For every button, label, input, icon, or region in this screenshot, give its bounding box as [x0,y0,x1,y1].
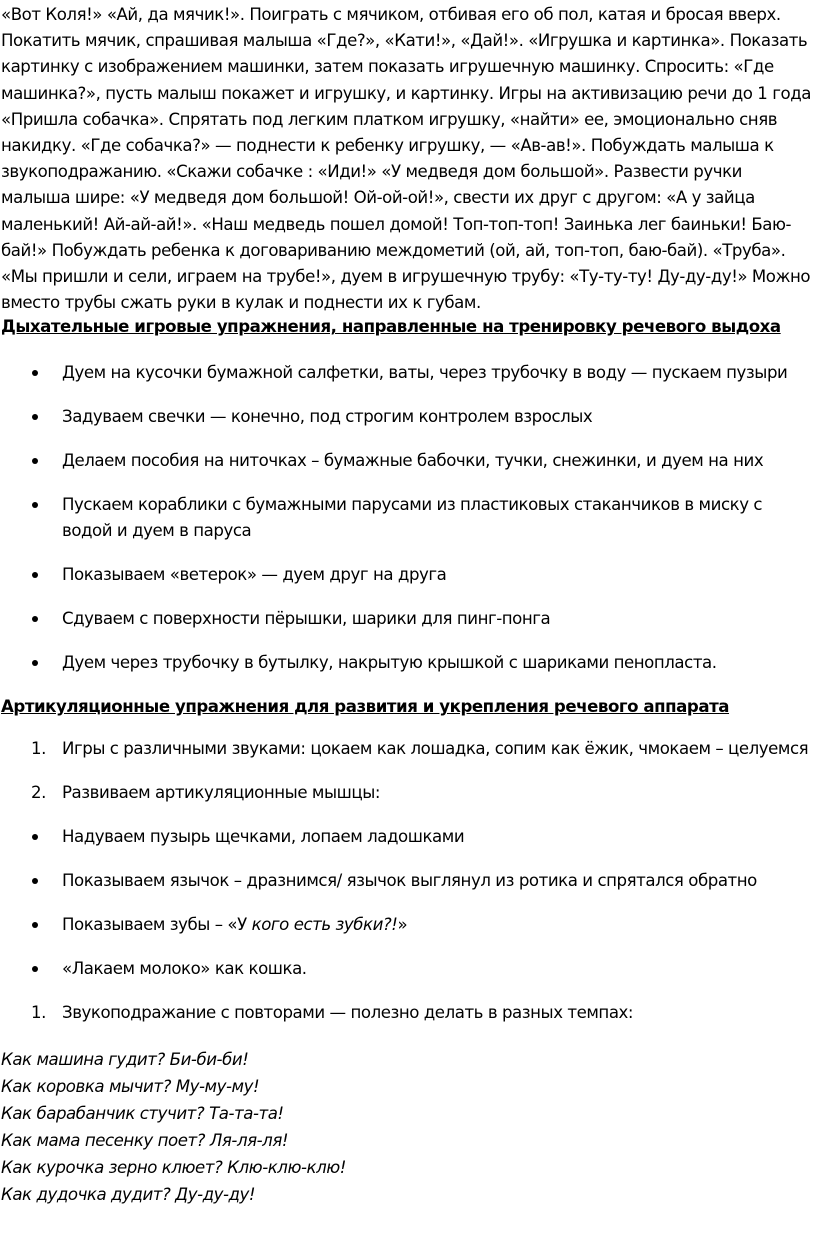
list-item-text: Надуваем пузырь щечками, лопаем ладошками [62,827,465,847]
articulation-bullet-list [0,824,812,982]
list-number: 1. [31,1003,46,1023]
list-item [0,562,812,588]
poem-line: Как мама песенку поет? Ля-ля-ля! [1,1131,289,1151]
list-item [0,492,812,544]
list-item [0,824,812,850]
list-item-text: Показываем зубы – «У [62,915,252,935]
list-item [0,956,812,982]
bullet-icon [32,834,38,840]
bullet-icon [32,660,38,666]
poem-line: Как дудочка дудит? Ду-ду-ду! [1,1185,256,1205]
list-item [0,606,812,632]
list-item-text: Показываем «ветерок» — дуем друг на друга [62,565,447,585]
poem-block [0,1046,812,1208]
bullet-icon [32,572,38,578]
list-item-text-end: » [397,915,408,935]
list-item-text: Делаем пособия на ниточках – бумажные бабочки, тучки, снежинки, и дуем на них [62,451,764,471]
list-item [0,912,812,938]
bullet-icon [32,922,38,928]
list-item-text: «Лакаем молоко» как кошка. [62,959,307,979]
breathing-list [0,360,812,676]
list-item-text: Дуем на кусочки бумажной салфетки, ваты, через трубочку в воду — пускаем пузыри [62,363,788,383]
list-item-text: Развиваем артикуляционные мышцы: [62,783,381,803]
poem-line: Как коровка мычит? Му-му-му! [1,1077,260,1097]
bullet-icon [32,458,38,464]
list-item [0,1000,812,1026]
poem-line: Как барабанчик стучит? Та-та-та! [1,1104,284,1124]
list-item [0,448,812,474]
list-item [0,736,812,762]
list-number: 1. [31,739,46,759]
list-item [0,360,812,386]
list-item-italic-text: кого есть зубки?! [251,915,398,935]
bullet-icon [32,616,38,622]
breathing-heading: Дыхательные игровые упражнения, направленные на тренировку речевого выдоха [1,317,781,337]
list-number: 2. [31,783,46,803]
list-item [0,650,812,676]
onomatopoeia-list [0,1000,812,1026]
list-item-text: Игры с различными звуками: цокаем как лошадка, сопим как ёжик, чмокаем – целуемся [62,739,809,759]
bullet-icon [32,502,38,508]
list-item-text: Сдуваем с поверхности пёрышки, шарики для пинг-понга [62,609,551,629]
articulation-heading: Артикуляционные упражнения для развития и укрепления речевого аппарата [1,697,730,717]
list-item [0,780,812,806]
poem-line: Как курочка зерно клюет? Клю-клю-клю! [1,1158,346,1178]
list-item-text: Пускаем кораблики с бумажными парусами из пластиковых стаканчиков в миску с водой и дуем в паруса [62,495,763,541]
bullet-icon [32,966,38,972]
poem-line: Как машина гудит? Би-би-би! [1,1050,249,1070]
list-item-text: Дуем через трубочку в бутылку, накрытую крышкой с шариками пенопласта. [62,653,717,673]
bullet-icon [32,414,38,420]
list-item-text: Показываем язычок – дразнимся/ язычок выглянул из ротика и спрятался обратно [62,871,757,891]
list-item [0,868,812,894]
list-item-text: Звукоподражание с повторами — полезно делать в разных темпах: [62,1003,634,1023]
bullet-icon [32,370,38,376]
intro-paragraph: «Вот Коля!» «Ай, да мячик!». Поиграть с мячиком, отбивая его об пол, катая и бросая вверх. Покатить мячик, спрашивая малыша «Где?», «Кати!», «Дай!». «Игрушка и картинка». Показать картинку с изображением машинки, затем показать игрушечную машинку. Спросить: «Где машинка?», пусть малыш покажет и игрушку, и картинку. Игры на активизацию речи до 1 года «Пришла собачка». Спрятать под легким платком игрушку, «найти» ее, эмоционально сняв накидку. «Где собачка?» — поднести к ребенку игрушку, — «Ав-ав!». Побуждать малыша к звукоподражанию. «Скажи собачке : «Иди!» «У медведя дом большой». Развести ручки малыша шире: «У медведя дом большой! Ой-ой-ой!», свести их друг с другом: «А у зайца маленький! Ай-ай-ай!». «Наш медведь пошел домой! Топ-топ-топ! Заинька лег баиньки! Баю-бай!» Побуждать ребенка к договариванию междометий (ой, ай, топ-топ, баю-бай). «Труба». «Мы пришли и сели, играем на трубе!», дуем в игрушечную трубу: «Ту-ту-ту! Ду-ду-ду!» Можно вместо трубы сжать руки в кулак и поднести их к губам. [1,5,811,313]
list-item-text: Задуваем свечки — конечно, под строгим контролем взрослых [62,407,593,427]
articulation-numbered-list [0,736,812,806]
list-item [0,404,812,430]
bullet-icon [32,878,38,884]
